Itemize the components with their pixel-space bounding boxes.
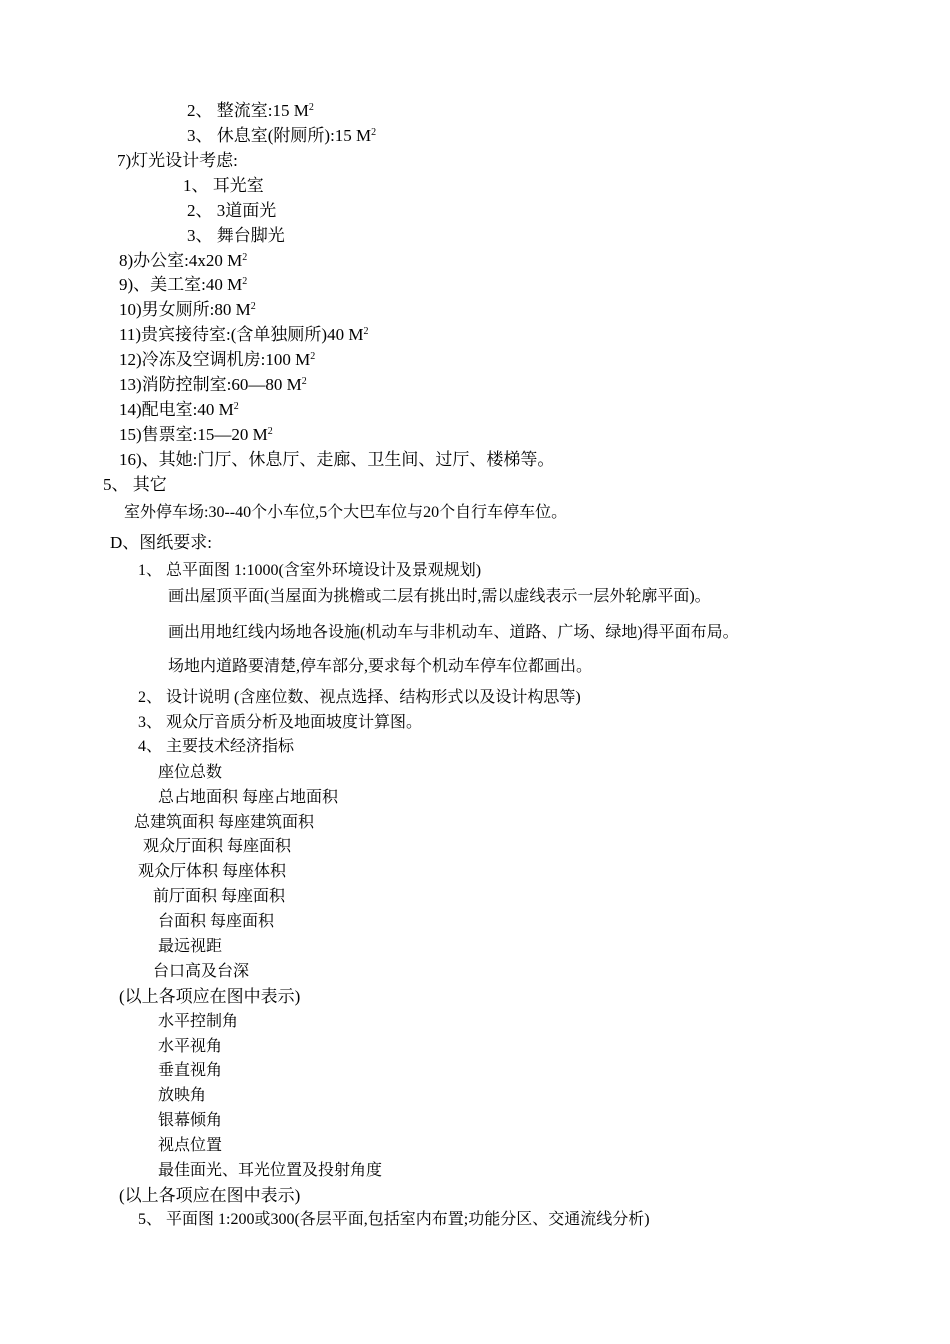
text-line: 3、 舞台脚光 — [187, 226, 285, 245]
text-line: 室外停车场:30--40个小车位,5个大巴车位与20个自行车停车位。 — [124, 504, 568, 521]
text-line: 3、 休息室(附厕所):15 $M^2$ — [187, 126, 377, 145]
text-line: 1、 耳光室 — [183, 176, 264, 195]
text-line: 画出屋顶平面(当屋面为挑檐或二层有挑出时,需以虚线表示一层外轮廓平面)。 — [168, 588, 711, 605]
text-line: (以上各项应在图中表示) — [119, 1186, 301, 1205]
text-line: 观众厅体积 每座体积 — [138, 863, 287, 880]
text-line: D、图纸要求: — [110, 533, 212, 552]
text-line: 水平控制角 — [158, 1013, 239, 1030]
text-line: 视点位置 — [158, 1137, 223, 1154]
text-line: 16)、其她:门厅、休息厅、走廊、卫生间、过厅、楼梯等。 — [119, 450, 555, 469]
text-line: 9)、美工室:40 $M^2$ — [119, 275, 248, 294]
text-line: 最佳面光、耳光位置及投射角度 — [158, 1162, 383, 1179]
text-line: 5、 其它 — [103, 475, 167, 494]
text-line: 11)贵宾接待室:(含单独厕所)40 $M^2$ — [119, 325, 369, 344]
text-line: 5、 平面图 1:200或300(各层平面,包括室内布置;功能分区、交通流线分析) — [138, 1211, 650, 1228]
text-line: 4、 主要技术经济指标 — [138, 738, 295, 755]
text-line: 10)男女厕所:80 $M^2$ — [119, 300, 256, 319]
text-line: 8)办公室:4x20 $M^2$ — [119, 251, 248, 270]
text-line: 2、 设计说明 (含座位数、视点选择、结构形式以及设计构思等) — [138, 689, 581, 706]
text-line: 7)灯光设计考虑: — [117, 151, 238, 170]
text-line: 总占地面积 每座占地面积 — [158, 789, 339, 806]
text-line: 总建筑面积 每座建筑面积 — [134, 814, 315, 831]
text-line: 13)消防控制室:60—80 $M^2$ — [119, 375, 307, 394]
text-line: 15)售票室:15—20 $M^2$ — [119, 425, 273, 444]
text-line: 3、 观众厅音质分析及地面坡度计算图。 — [138, 714, 423, 731]
text-line: 1、 总平面图 1:1000(含室外环境设计及景观规划) — [138, 562, 482, 579]
text-line: 2、 整流室:15 $M^2$ — [187, 101, 314, 120]
text-line: 12)冷冻及空调机房:100 $M^2$ — [119, 350, 316, 369]
text-line: 场地内道路要清楚,停车部分,要求每个机动车停车位都画出。 — [168, 658, 593, 675]
text-line: 银幕倾角 — [158, 1112, 223, 1129]
text-line: 最远视距 — [158, 938, 223, 955]
text-line: 放映角 — [158, 1087, 207, 1104]
text-line: 2、 3道面光 — [187, 201, 277, 220]
text-line: 14)配电室:40 $M^2$ — [119, 400, 239, 419]
text-line: 水平视角 — [158, 1038, 223, 1055]
text-line: 台面积 每座面积 — [158, 913, 275, 930]
text-line: 垂直视角 — [158, 1062, 223, 1079]
text-line: 座位总数 — [158, 764, 223, 781]
text-line: 观众厅面积 每座面积 — [143, 838, 292, 855]
text-line: (以上各项应在图中表示) — [119, 987, 301, 1006]
text-line: 前厅面积 每座面积 — [153, 888, 286, 905]
text-line: 画出用地红线内场地各设施(机动车与非机动车、道路、广场、绿地)得平面布局。 — [168, 624, 739, 641]
text-line: 台口高及台深 — [153, 963, 250, 980]
